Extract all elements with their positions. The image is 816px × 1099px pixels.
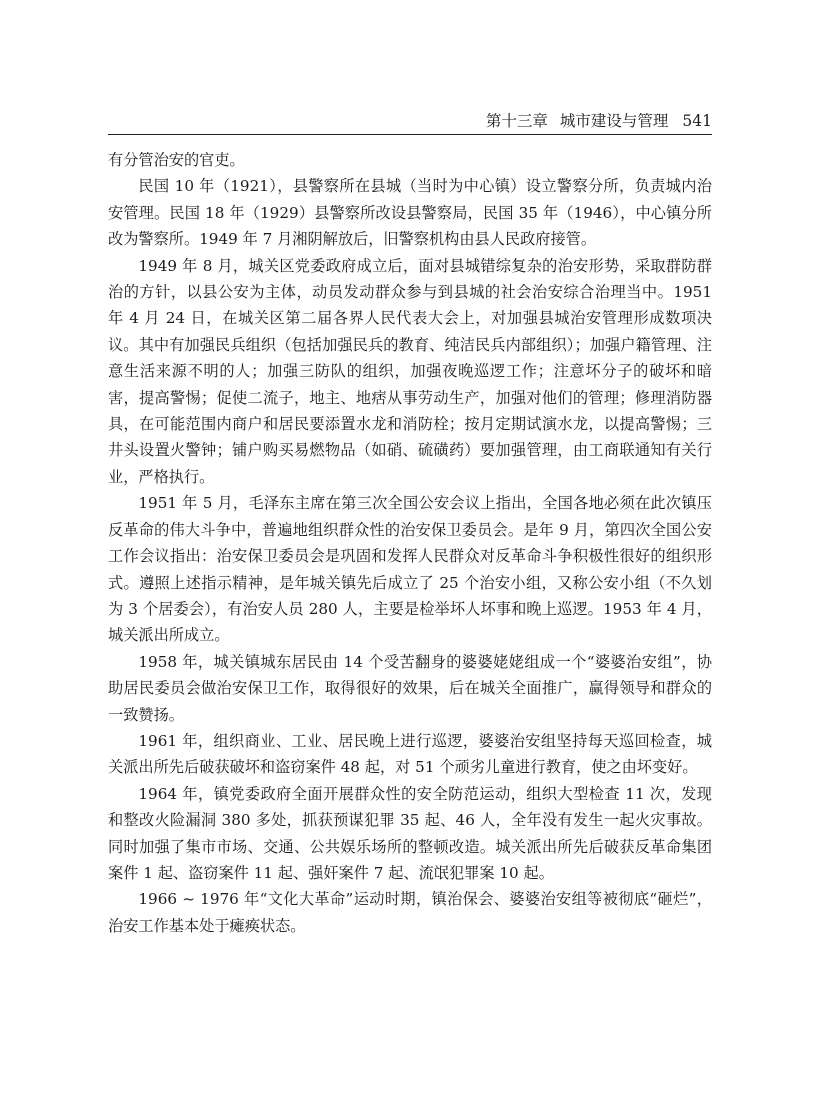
paragraph: 1964 年，镇党委政府全面开展群众性的安全防范运动，组织大型检查 11 次，发现和整改火险漏洞 380 多处，抓获预谋犯罪 35 起、46 人，全年没有发生一起火灾事故。同时加强了集市市场、交通、公共娱乐场所的整顿改造。城关派出所先后破获反革命集团案件 1 起、盗窃案件 11 起、强奸案件 7 起、流氓犯罪案 10 起。 <box>108 784 712 882</box>
running-header <box>108 110 712 135</box>
paragraph: 1961 年，组织商业、工业、居民晚上进行巡逻，婆婆治安组坚持每天巡回检查，城关派出所先后破获破坏和盗窃案件 48 起，对 51 个顽劣儿童进行教育，使之由坏变好。 <box>108 731 712 777</box>
document-page <box>108 110 712 939</box>
paragraph: 1958 年，城关镇城东居民由 14 个受苦翻身的婆婆姥姥组成一个“婆婆治安组”，协助居民委员会做治安保卫工作，取得很好的效果，后在城关全面推广，赢得领导和群众的一致赞扬。 <box>108 652 712 724</box>
paragraph: 1949 年 8 月，城关区党委政府成立后，面对县城错综复杂的治安形势，采取群防群治的方针，以县公安为主体，动员发动群众参与到县城的社会治安综合治理当中。1951 年 4 月 24 日，在城关区第二届各界人民代表大会上，对加强县城治安管理形成数项决议。其中有加强民兵组织（包括加强民兵的教育、纯洁民兵内部组织）；加强户籍管理、注意生活来源不明的人；加强三防队的组织，加强夜晚巡逻工作；注意坏分子的破坏和暗害，提高警惕；促使二流子，地主、地痞从事劳动生产，加强对他们的管理；修理消防器具，在可能范围内商户和居民要添置水龙和消防栓；按月定期试演水龙，以提高警惕；三井头设置火警钟；铺户购买易燃物品（如硝、硫磺药）要加强管理，由工商联通知有关行业，严格执行。 <box>108 256 712 486</box>
chapter-title: 城市建设与管理 <box>559 112 669 130</box>
paragraph: 有分管治安的官吏。 <box>108 151 245 169</box>
paragraph: 民国 10 年（1921），县警察所在县城（当时为中心镇）设立警察分所，负责城内治安管理。民国 18 年（1929）县警察所改设县警察局，民国 35 年（1946），中心镇分所改为警察所。1949 年 7 月湘阴解放后，旧警察机构由县人民政府接管。 <box>108 177 712 249</box>
body-text <box>108 147 712 939</box>
page-number: 541 <box>682 112 712 130</box>
chapter-label: 第十三章 <box>485 112 548 130</box>
paragraph: 1966 ~ 1976 年“文化大革命”运动时期，镇治保会、婆婆治安组等被彻底“砸烂”，治安工作基本处于瘫痪状态。 <box>108 890 712 935</box>
paragraph: 1951 年 5 月，毛泽东主席在第三次全国公安会议上指出，全国各地必须在此次镇压反革命的伟大斗争中，普遍地组织群众性的治安保卫委员会。是年 9 月，第四次全国公安工作会议指出：治安保卫委员会是巩固和发挥人民群众对反革命斗争积极性很好的组织形式。遵照上述指示精神，是年城关镇先后成立了 25 个治安小组，又称公安小组（不久划为 3 个居委会），有治安人员 280 人，主要是检举坏人坏事和晚上巡逻。1953 年 4 月，城关派出所成立。 <box>108 494 712 645</box>
